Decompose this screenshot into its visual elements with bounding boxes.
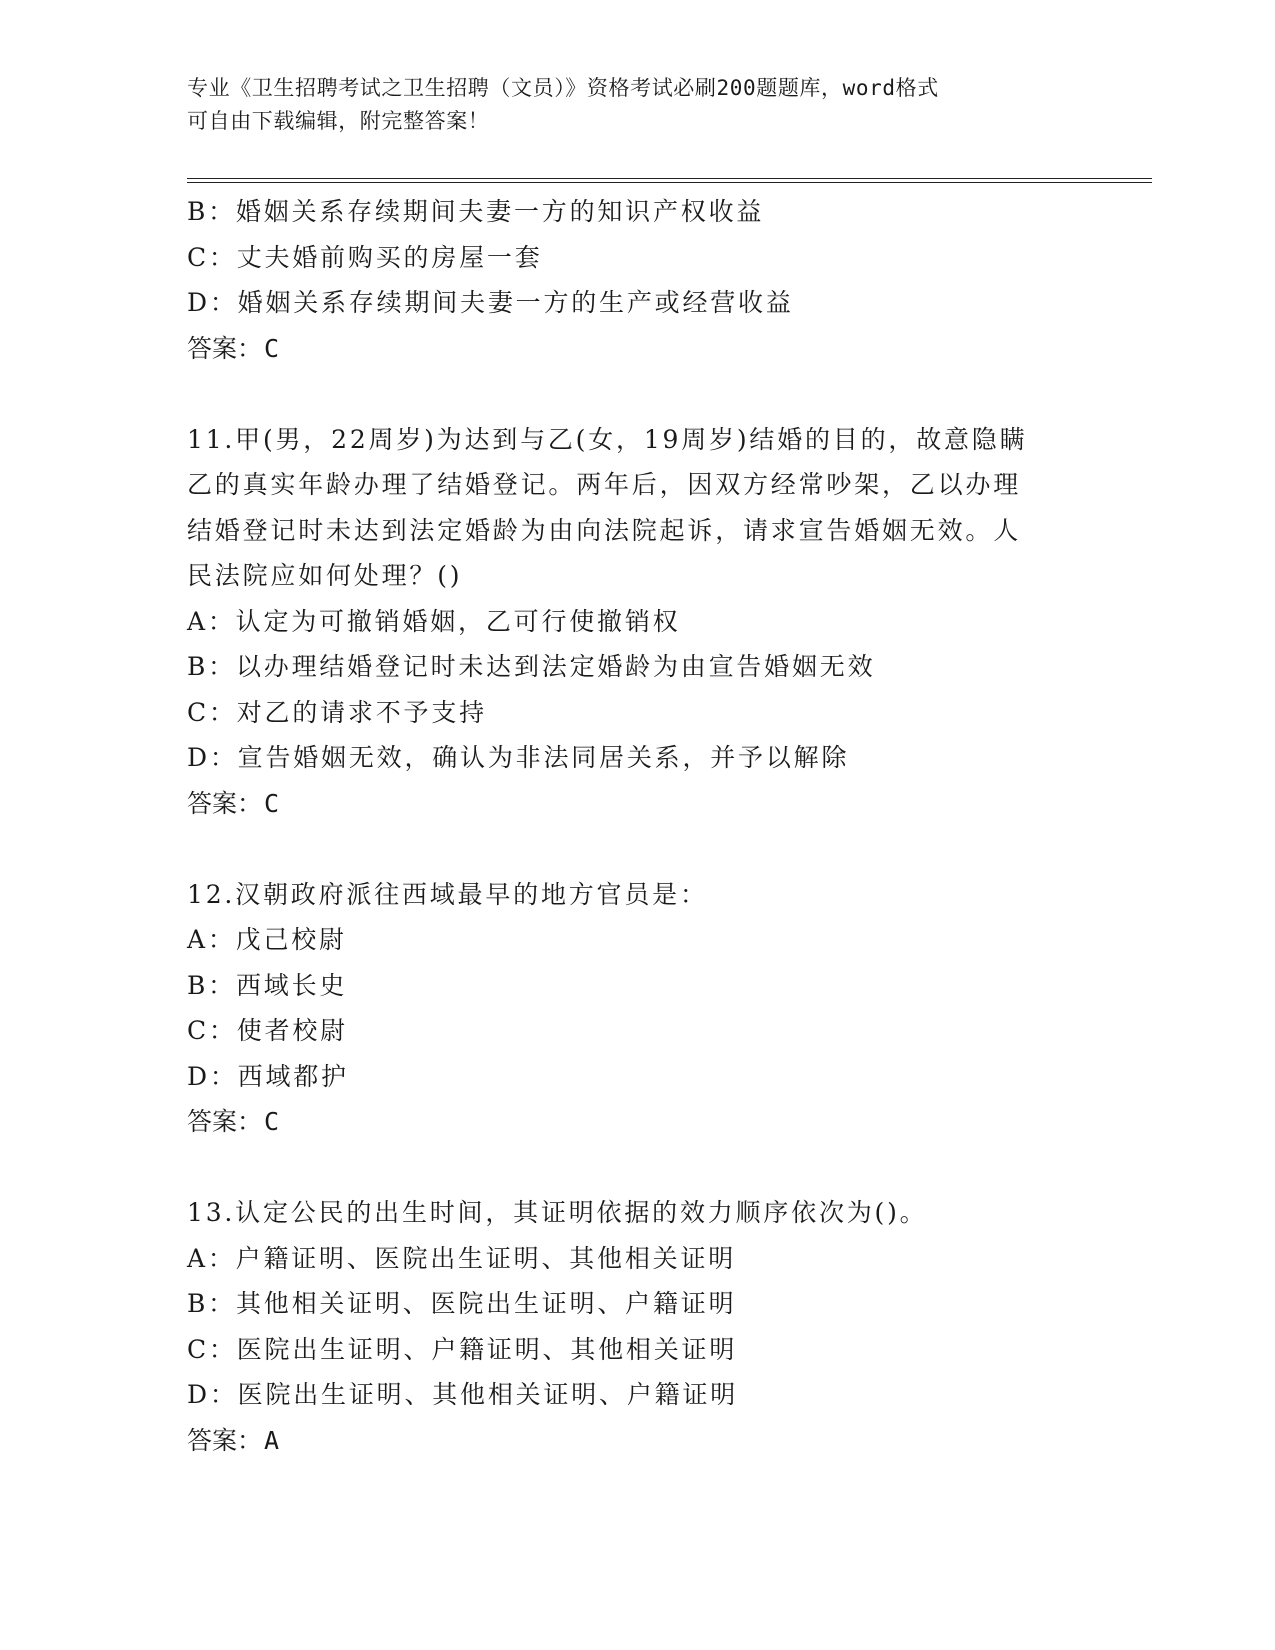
option-c: C：对乙的请求不予支持 xyxy=(187,697,487,727)
answer-label: 答案： xyxy=(187,333,263,363)
option-a: A：户籍证明、医院出生证明、其他相关证明 xyxy=(187,1243,737,1273)
option-d: D：婚姻关系存续期间夫妻一方的生产或经营收益 xyxy=(187,288,794,317)
question-13 xyxy=(187,1190,1087,1463)
answer-line xyxy=(187,781,1087,827)
question-stem-line: 结婚登记时未达到法定婚龄为由向法院起诉，请求宣告婚姻无效。人 xyxy=(187,515,1022,545)
answer-value: C xyxy=(264,1107,280,1136)
continued-question xyxy=(187,189,1087,371)
header-divider xyxy=(187,178,1152,183)
answer-line xyxy=(187,1418,1087,1464)
answer-value: C xyxy=(264,788,280,818)
option-d: D：西域都护 xyxy=(187,1061,349,1091)
question-stem-line: 13.认定公民的出生时间，其证明依据的效力顺序依次为()。 xyxy=(187,1198,928,1227)
option-b: B：婚姻关系存续期间夫妻一方的知识产权收益 xyxy=(187,197,765,226)
option-b: B：西域长史 xyxy=(187,970,348,1000)
spacer xyxy=(187,371,1087,417)
document-header xyxy=(187,72,1067,138)
header-line-1: 专业《卫生招聘考试之卫生招聘（文员）》资格考试必刷200题题库，word格式 xyxy=(187,76,939,100)
spacer xyxy=(187,1145,1087,1191)
option-b: B：以办理结婚登记时未达到法定婚龄为由宣告婚姻无效 xyxy=(187,652,876,681)
question-stem-line: 乙的真实年龄办理了结婚登记。两年后，因双方经常吵架，乙以办理 xyxy=(187,470,1022,499)
question-stem-line: 11.甲(男，22周岁)为达到与乙(女，19周岁)结婚的目的，故意隐瞒 xyxy=(187,424,1028,454)
answer-line xyxy=(187,326,1087,372)
answer-line xyxy=(187,1099,1087,1145)
option-d: D：医院出生证明、其他相关证明、户籍证明 xyxy=(187,1380,739,1409)
option-a: A：认定为可撤销婚姻，乙可行使撤销权 xyxy=(187,606,681,636)
question-11 xyxy=(187,417,1087,827)
option-c: C：使者校尉 xyxy=(187,1016,348,1045)
question-content xyxy=(187,189,1087,1463)
option-c: C：医院出生证明、户籍证明、其他相关证明 xyxy=(187,1334,738,1364)
question-stem-line: 民法院应如何处理？() xyxy=(187,561,463,590)
answer-label: 答案： xyxy=(187,788,263,818)
option-b: B：其他相关证明、医院出生证明、户籍证明 xyxy=(187,1289,737,1318)
spacer xyxy=(187,826,1087,872)
question-12 xyxy=(187,872,1087,1145)
option-d: D：宣告婚姻无效，确认为非法同居关系，并予以解除 xyxy=(187,743,850,772)
question-stem-line: 12.汉朝政府派往西域最早的地方官员是： xyxy=(187,879,708,909)
answer-label: 答案： xyxy=(187,1107,263,1136)
option-c: C：丈夫婚前购买的房屋一套 xyxy=(187,242,543,272)
answer-value: C xyxy=(264,333,280,363)
option-a: A：戊己校尉 xyxy=(187,925,347,954)
answer-label: 答案： xyxy=(187,1425,263,1455)
answer-value: A xyxy=(264,1425,280,1455)
header-line-2: 可自由下载编辑，附完整答案！ xyxy=(187,109,490,133)
